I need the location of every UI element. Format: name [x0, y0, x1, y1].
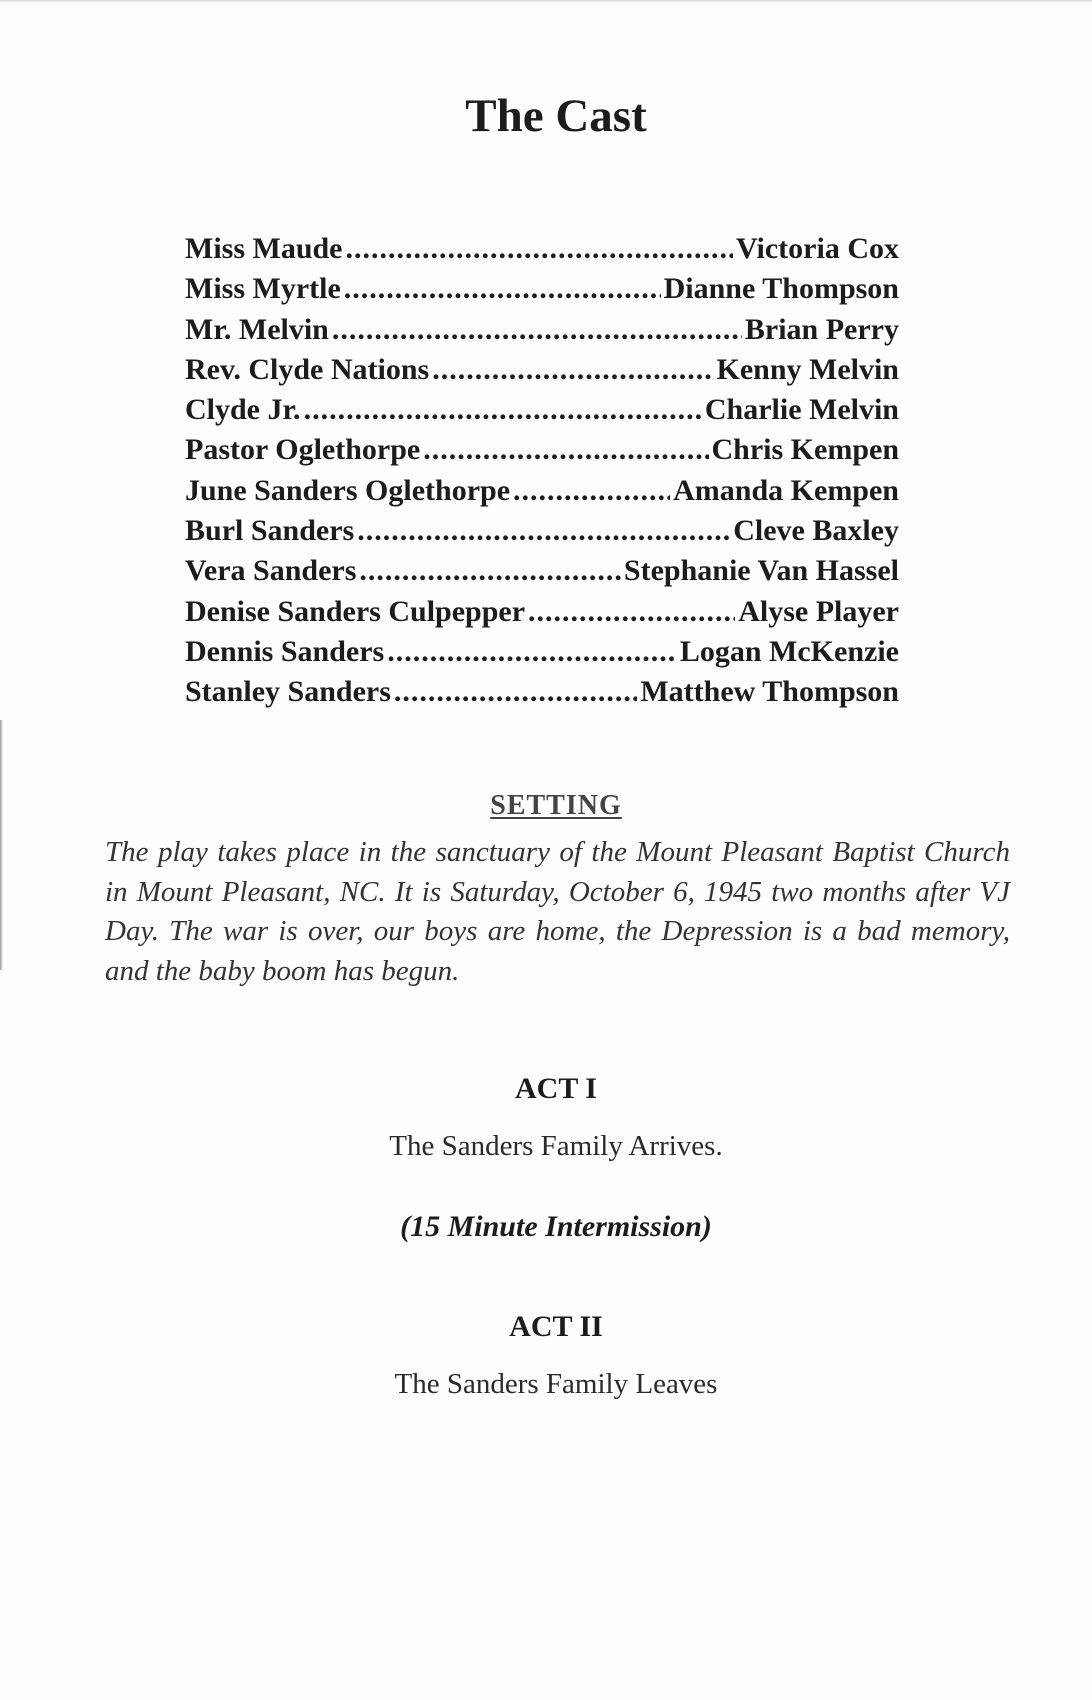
dot-leader: [394, 672, 637, 712]
cast-actor: Alyse Player: [738, 594, 899, 628]
cast-actor: Stephanie Van Hassel: [623, 554, 899, 588]
cast-actor: Charlie Melvin: [704, 393, 899, 427]
act-1-description: The Sanders Family Arrives.: [389, 1130, 723, 1162]
cast-actor: Cleve Baxley: [733, 514, 899, 548]
cast-actor: Kenny Melvin: [716, 352, 899, 386]
dot-leader: [357, 511, 730, 551]
dot-leader: [304, 390, 702, 430]
cast-role: Denise Sanders Culpepper: [185, 594, 526, 628]
cast-role: Clyde Jr.: [185, 393, 301, 427]
cast-row: [185, 551, 899, 591]
dot-leader: [528, 592, 735, 632]
cast-actor: Chris Kempen: [711, 433, 899, 467]
setting-heading: SETTING: [490, 790, 622, 821]
dot-leader: [359, 551, 621, 591]
cast-role: Mr. Melvin: [185, 312, 329, 346]
act-2-heading: ACT II: [509, 1310, 603, 1343]
intermission-note: (15 Minute Intermission): [400, 1210, 712, 1243]
cast-list: [185, 229, 899, 713]
cast-role: Burl Sanders: [185, 514, 355, 548]
cast-row: [185, 592, 899, 632]
cast-role: Miss Myrtle: [185, 272, 341, 306]
dot-leader: [423, 430, 708, 470]
cast-role: Pastor Oglethorpe: [185, 433, 421, 467]
act-1-heading: ACT I: [515, 1072, 597, 1105]
dot-leader: [387, 632, 677, 672]
cast-row: [185, 471, 899, 511]
cast-row: [185, 430, 899, 470]
cast-row: [185, 269, 899, 309]
cast-row: [185, 632, 899, 672]
dot-leader: [432, 350, 713, 390]
cast-actor: Dianne Thompson: [663, 272, 899, 306]
dot-leader: [346, 229, 733, 269]
cast-row: [185, 511, 899, 551]
cast-row: [185, 672, 899, 712]
cast-actor: Amanda Kempen: [673, 473, 899, 507]
setting-description: The play takes place in the sanctuary of the Mount Pleasant Baptist Church in Mount Pleasant, NC. It is Saturday, October 6, 1945 two months after VJ Day. The war is over, our boys are home, the Depression is a bad memory, and the baby boom has begun.: [105, 836, 1010, 987]
act-2-description: The Sanders Family Leaves: [394, 1368, 718, 1400]
scan-edge-top: [0, 0, 1092, 3]
cast-row: [185, 229, 899, 269]
cast-row: [185, 310, 899, 350]
dot-leader: [344, 269, 661, 309]
page-title: The Cast: [465, 90, 647, 142]
cast-role: Dennis Sanders: [185, 634, 385, 668]
cast-role: Stanley Sanders: [185, 675, 391, 709]
cast-actor: Brian Perry: [744, 312, 899, 346]
cast-row: [185, 350, 899, 390]
cast-role: Miss Maude: [185, 232, 343, 265]
dot-leader: [332, 310, 742, 350]
cast-actor: Victoria Cox: [735, 232, 899, 265]
cast-actor: Logan McKenzie: [679, 634, 899, 668]
cast-role: Rev. Clyde Nations: [185, 352, 430, 386]
dot-leader: [513, 471, 670, 511]
scan-edge-left: [0, 720, 3, 970]
cast-role: June Sanders Oglethorpe: [185, 473, 511, 507]
cast-row: [185, 390, 899, 430]
cast-role: Vera Sanders: [185, 554, 357, 588]
cast-actor: Matthew Thompson: [640, 675, 899, 709]
